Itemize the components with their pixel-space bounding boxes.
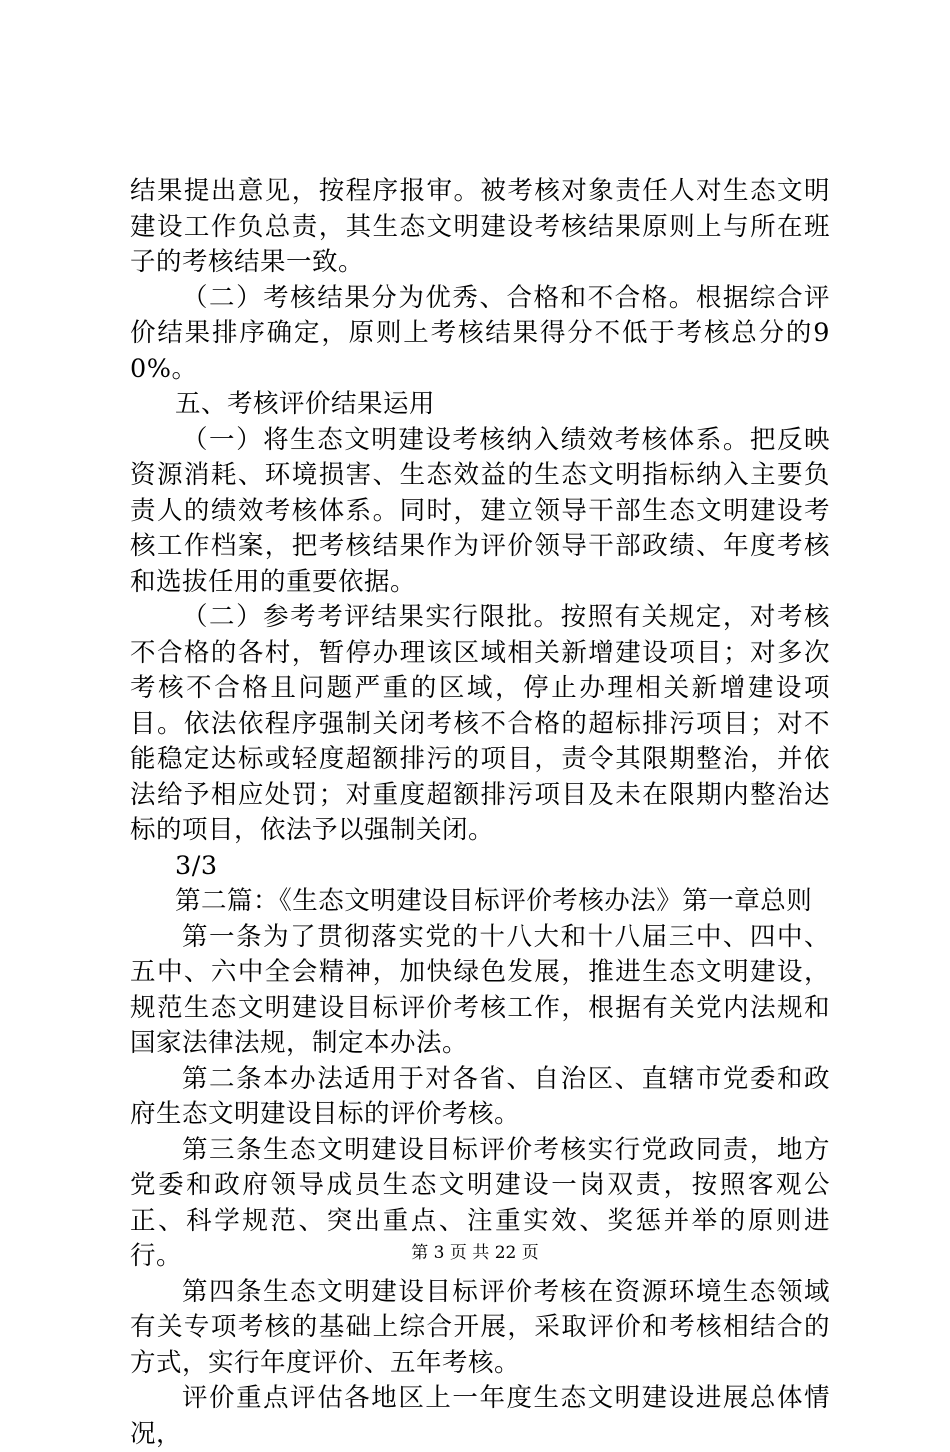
paragraph: （一）将生态文明建设考核纳入绩效考核体系。把反映资源消耗、环境损害、生态效益的生态文明指标纳入主要负责人的绩效考核体系。同时，建立领导干部生态文明建设考核工作档案，把考核结果作为评价领导干部政绩、年度考核和选拔任用的重要依据。: [130, 424, 830, 597]
paragraph: 结果提出意见，按程序报审。被考核对象责任人对生态文明建设工作负总责，其生态文明建设考核结果原则上与所在班子的考核结果一致。: [130, 176, 830, 277]
paragraph: （二）考核结果分为优秀、合格和不合格。根据综合评价结果排序确定，原则上考核结果得分不低于考核总分的90%。: [130, 282, 830, 384]
page-marker: 3/3: [175, 850, 218, 881]
chapter-heading: 第二篇：《生态文明建设目标评价考核办法》第一章总则: [175, 886, 813, 916]
paragraph: 第一条为了贯彻落实党的十八大和十八届三中、四中、五中、六中全会精神，加快绿色发展，推进生态文明建设，规范生态文明建设目标评价考核工作，根据有关党内法规和国家法律法规，制定本办法。: [130, 921, 830, 1058]
paragraph: 第三条生态文明建设目标评价考核实行党政同责，地方党委和政府领导成员生态文明建设一岗双责，按照客观公正、科学规范、突出重点、注重实效、奖惩并举的原则进行。: [130, 1134, 830, 1271]
paragraph: 评价重点评估各地区上一年度生态文明建设进展总体情况，: [130, 1383, 830, 1449]
section-heading: 五、考核评价结果运用: [175, 389, 436, 419]
paragraph: 第四条生态文明建设目标评价考核在资源环境生态领域有关专项考核的基础上综合开展，采取评价和考核相结合的方式，实行年度评价、五年考核。: [130, 1276, 830, 1378]
page-footer: [0, 1242, 950, 1264]
paragraph: （二）参考考评结果实行限批。按照有关规定，对考核不合格的各村，暂停办理该区域相关新增建设项目；对多次考核不合格且问题严重的区域，停止办理相关新增建设项目。依法依程序强制关闭考核不合格的超标排污项目；对不能稳定达标或轻度超额排污的项目，责令其限期整治，并依法给予相应处罚；对重度超额排污项目及未在限期内整治达标的项目，依法予以强制关闭。: [130, 602, 830, 845]
page-number-label: 第 3 页 共 22 页: [411, 1243, 539, 1263]
paragraph: 第二条本办法适用于对各省、自治区、直辖市党委和政府生态文明建设目标的评价考核。: [130, 1063, 830, 1129]
